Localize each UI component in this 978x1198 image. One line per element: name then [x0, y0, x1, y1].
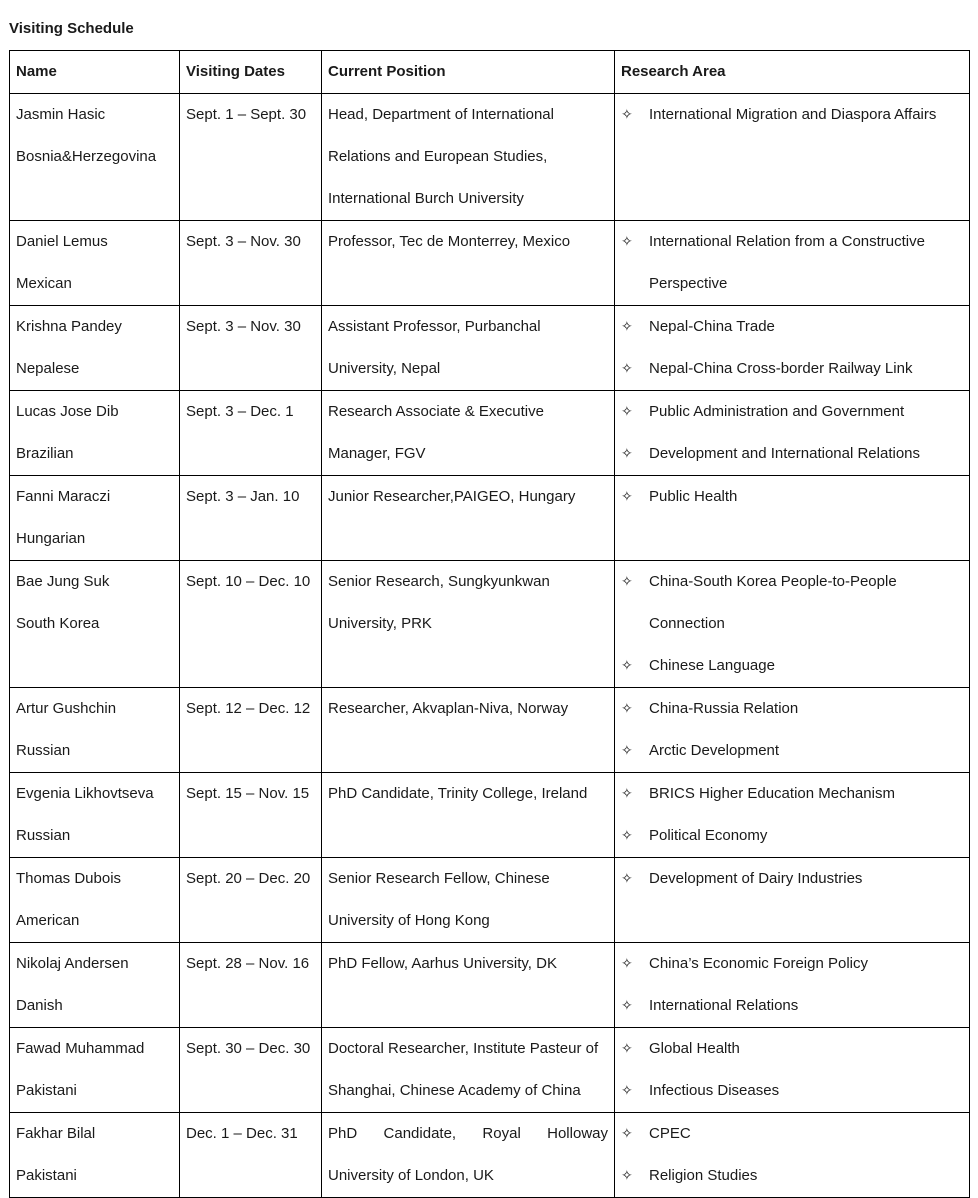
position-line: Researcher, Akvaplan-Niva, Norway: [328, 700, 569, 717]
name-cell: [10, 306, 180, 391]
research-area-cell: [615, 391, 970, 476]
name-cell: [10, 94, 180, 221]
visitor-name: Jasmin Hasic: [16, 106, 106, 123]
research-area-item: [621, 730, 963, 772]
research-area-line: Chinese Language: [649, 657, 775, 674]
visiting-dates-cell: [180, 858, 322, 943]
position-line: Senior Research, Sungkyunkwan: [328, 573, 550, 590]
research-area-line: Connection: [649, 615, 725, 632]
position-line: PhD Candidate, Trinity College, Ireland: [328, 785, 588, 802]
position-cell: [322, 561, 615, 688]
schedule-table: [9, 50, 970, 1198]
visitor-name: Daniel Lemus: [16, 233, 108, 250]
visiting-dates: Sept. 1 – Sept. 30: [186, 106, 307, 123]
four-pointed-star-icon: ✧: [621, 1083, 633, 1099]
research-area-text: [649, 348, 963, 390]
header-research-area: Research Area: [615, 51, 970, 94]
table-row: [10, 94, 970, 221]
research-area-text: [649, 221, 963, 305]
research-area-item: [621, 221, 963, 305]
visiting-dates-cell: [180, 476, 322, 561]
position-line: PhD Fellow, Aarhus University, DK: [328, 955, 557, 972]
research-area-item: [621, 645, 963, 687]
visitor-name: Lucas Jose Dib: [16, 403, 119, 420]
visitor-name: Fanni Maraczi: [16, 488, 111, 505]
research-area-cell: [615, 561, 970, 688]
visitor-name: Bae Jung Suk: [16, 573, 110, 590]
research-area-item: [621, 688, 963, 730]
visiting-dates-cell: [180, 1113, 322, 1198]
name-cell: [10, 943, 180, 1028]
visiting-dates-cell: [180, 943, 322, 1028]
visiting-dates-cell: [180, 94, 322, 221]
research-area-cell: [615, 943, 970, 1028]
position-cell: [322, 1028, 615, 1113]
research-area-line: Global Health: [649, 1040, 740, 1057]
header-visiting-dates: Visiting Dates: [180, 51, 322, 94]
research-area-text: [649, 1113, 963, 1155]
research-area-item: [621, 1070, 963, 1112]
research-area-text: [649, 1155, 963, 1197]
name-cell: [10, 858, 180, 943]
visiting-dates: Sept. 10 – Dec. 10: [186, 573, 311, 590]
research-area-line: Political Economy: [649, 827, 768, 844]
visiting-dates: Sept. 3 – Dec. 1: [186, 403, 294, 420]
research-area-line: International Relations: [649, 997, 799, 1014]
research-area-item: [621, 306, 963, 348]
visitor-name: Thomas Dubois: [16, 870, 122, 887]
visiting-dates: Dec. 1 – Dec. 31: [186, 1125, 298, 1142]
visiting-dates-cell: [180, 221, 322, 306]
research-area-text: [649, 433, 963, 475]
table-row: [10, 476, 970, 561]
four-pointed-star-icon: ✧: [621, 107, 633, 123]
table-row: [10, 306, 970, 391]
four-pointed-star-icon: ✧: [621, 489, 633, 505]
research-area-item: [621, 94, 963, 136]
four-pointed-star-icon: ✧: [621, 361, 633, 377]
table-row: [10, 561, 970, 688]
research-area-text: [649, 858, 963, 900]
name-cell: [10, 773, 180, 858]
position-line: PhD Candidate, Royal Holloway: [328, 1125, 608, 1142]
table-header-row: [10, 51, 970, 94]
research-area-item: [621, 561, 963, 645]
four-pointed-star-icon: ✧: [621, 998, 633, 1014]
visiting-dates-cell: [180, 688, 322, 773]
research-area-line: Arctic Development: [649, 742, 780, 759]
table-row: [10, 1113, 970, 1198]
visiting-dates: Sept. 30 – Dec. 30: [186, 1040, 311, 1057]
name-cell: [10, 1028, 180, 1113]
research-area-line: Religion Studies: [649, 1167, 758, 1184]
name-cell: [10, 476, 180, 561]
research-area-cell: [615, 221, 970, 306]
header-current-position: Current Position: [322, 51, 615, 94]
position-cell: [322, 476, 615, 561]
research-area-line: Development and International Relations: [649, 445, 921, 462]
research-area-text: [649, 773, 963, 815]
visitor-name: Krishna Pandey: [16, 318, 122, 335]
research-area-item: [621, 1155, 963, 1197]
visiting-dates: Sept. 3 – Nov. 30: [186, 318, 301, 335]
research-area-item: [621, 1028, 963, 1070]
position-line: Assistant Professor, Purbanchal: [328, 318, 541, 335]
visitor-nationality: Bosnia&Herzegovina: [16, 148, 157, 165]
position-cell: [322, 221, 615, 306]
research-area-item: [621, 1113, 963, 1155]
position-cell: [322, 391, 615, 476]
visiting-dates: Sept. 20 – Dec. 20: [186, 870, 311, 887]
research-area-item: [621, 858, 963, 900]
visitor-nationality: Pakistani: [16, 1082, 77, 1099]
visitor-nationality: Danish: [16, 997, 63, 1014]
position-line: University, PRK: [328, 615, 432, 632]
research-area-line: Nepal-China Trade: [649, 318, 775, 335]
visitor-nationality: South Korea: [16, 615, 100, 632]
position-cell: [322, 943, 615, 1028]
research-area-text: [649, 94, 963, 136]
research-area-line: Perspective: [649, 275, 728, 292]
research-area-text: [649, 306, 963, 348]
table-row: [10, 688, 970, 773]
four-pointed-star-icon: ✧: [621, 701, 633, 717]
research-area-text: [649, 1028, 963, 1070]
research-area-line: Nepal-China Cross-border Railway Link: [649, 360, 913, 377]
position-line: Research Associate & Executive: [328, 403, 544, 420]
visiting-dates: Sept. 3 – Nov. 30: [186, 233, 301, 250]
research-area-text: [649, 561, 963, 645]
research-area-text: [649, 730, 963, 772]
visiting-dates-cell: [180, 306, 322, 391]
page-title: Visiting Schedule: [9, 20, 134, 37]
four-pointed-star-icon: ✧: [621, 234, 633, 250]
four-pointed-star-icon: ✧: [621, 319, 633, 335]
research-area-line: China-Russia Relation: [649, 700, 799, 717]
research-area-line: BRICS Higher Education Mechanism: [649, 785, 895, 802]
name-cell: [10, 688, 180, 773]
four-pointed-star-icon: ✧: [621, 1168, 633, 1184]
position-line: Doctoral Researcher, Institute Pasteur of: [328, 1040, 599, 1057]
research-area-text: [649, 943, 963, 985]
research-area-line: International Relation from a Constructive: [649, 233, 925, 250]
position-line: Senior Research Fellow, Chinese: [328, 870, 550, 887]
research-area-item: [621, 391, 963, 433]
visitor-nationality: Russian: [16, 827, 71, 844]
visiting-dates-cell: [180, 773, 322, 858]
visitor-nationality: Pakistani: [16, 1167, 77, 1184]
name-cell: [10, 1113, 180, 1198]
research-area-cell: [615, 1028, 970, 1113]
table-row: [10, 221, 970, 306]
position-cell: [322, 688, 615, 773]
four-pointed-star-icon: ✧: [621, 743, 633, 759]
position-line: Professor, Tec de Monterrey, Mexico: [328, 233, 571, 250]
research-area-cell: [615, 858, 970, 943]
four-pointed-star-icon: ✧: [621, 1041, 633, 1057]
visiting-dates: Sept. 15 – Nov. 15: [186, 785, 310, 802]
position-cell: [322, 773, 615, 858]
research-area-item: [621, 943, 963, 985]
visitor-name: Artur Gushchin: [16, 700, 117, 717]
four-pointed-star-icon: ✧: [621, 446, 633, 462]
research-area-cell: [615, 306, 970, 391]
visiting-dates-cell: [180, 391, 322, 476]
research-area-cell: [615, 476, 970, 561]
position-cell: [322, 858, 615, 943]
research-area-text: [649, 815, 963, 857]
four-pointed-star-icon: ✧: [621, 828, 633, 844]
visiting-dates: Sept. 3 – Jan. 10: [186, 488, 300, 505]
research-area-text: [649, 391, 963, 433]
visitor-nationality: Mexican: [16, 275, 72, 292]
research-area-text: [649, 688, 963, 730]
table-row: [10, 391, 970, 476]
research-area-line: Public Administration and Government: [649, 403, 905, 420]
visitor-name: Fawad Muhammad: [16, 1040, 145, 1057]
research-area-cell: [615, 773, 970, 858]
table-row: [10, 773, 970, 858]
research-area-line: Public Health: [649, 488, 738, 505]
position-line: Head, Department of International: [328, 106, 554, 123]
table-row: [10, 1028, 970, 1113]
four-pointed-star-icon: ✧: [621, 786, 633, 802]
visitor-name: Nikolaj Andersen: [16, 955, 129, 972]
position-cell: [322, 306, 615, 391]
research-area-line: Development of Dairy Industries: [649, 870, 863, 887]
four-pointed-star-icon: ✧: [621, 1126, 633, 1142]
four-pointed-star-icon: ✧: [621, 658, 633, 674]
research-area-text: [649, 985, 963, 1027]
research-area-line: Infectious Diseases: [649, 1082, 780, 1099]
four-pointed-star-icon: ✧: [621, 871, 633, 887]
research-area-item: [621, 348, 963, 390]
four-pointed-star-icon: ✧: [621, 956, 633, 972]
visiting-dates: Sept. 28 – Nov. 16: [186, 955, 310, 972]
research-area-item: [621, 985, 963, 1027]
position-line: Shanghai, Chinese Academy of China: [328, 1082, 581, 1099]
research-area-line: China’s Economic Foreign Policy: [649, 955, 868, 972]
research-area-text: [649, 645, 963, 687]
research-area-line: CPEC: [649, 1125, 691, 1142]
name-cell: [10, 391, 180, 476]
research-area-cell: [615, 688, 970, 773]
position-line: Junior Researcher,PAIGEO, Hungary: [328, 488, 576, 505]
name-cell: [10, 561, 180, 688]
name-cell: [10, 221, 180, 306]
visitor-nationality: Hungarian: [16, 530, 86, 547]
visitor-name: Fakhar Bilal: [16, 1125, 96, 1142]
position-line: University of London, UK: [328, 1167, 494, 1184]
visiting-dates: Sept. 12 – Dec. 12: [186, 700, 311, 717]
research-area-cell: [615, 1113, 970, 1198]
position-line: Relations and European Studies,: [328, 148, 548, 165]
table-row: [10, 943, 970, 1028]
research-area-line: International Migration and Diaspora Affairs: [649, 106, 937, 123]
research-area-text: [649, 476, 963, 518]
research-area-item: [621, 815, 963, 857]
visitor-name: Evgenia Likhovtseva: [16, 785, 154, 802]
four-pointed-star-icon: ✧: [621, 574, 633, 590]
visiting-dates-cell: [180, 1028, 322, 1113]
position-line: University of Hong Kong: [328, 912, 490, 929]
position-line: International Burch University: [328, 190, 524, 207]
visitor-nationality: American: [16, 912, 80, 929]
research-area-item: [621, 476, 963, 518]
position-line: Manager, FGV: [328, 445, 426, 462]
visitor-nationality: Nepalese: [16, 360, 80, 377]
research-area-text: [649, 1070, 963, 1112]
table-row: [10, 858, 970, 943]
position-cell: [322, 94, 615, 221]
header-name: Name: [10, 51, 180, 94]
visitor-nationality: Russian: [16, 742, 71, 759]
visitor-nationality: Brazilian: [16, 445, 74, 462]
four-pointed-star-icon: ✧: [621, 404, 633, 420]
research-area-item: [621, 773, 963, 815]
position-line: University, Nepal: [328, 360, 441, 377]
research-area-line: China-South Korea People-to-People: [649, 573, 897, 590]
research-area-cell: [615, 94, 970, 221]
research-area-item: [621, 433, 963, 475]
position-cell: [322, 1113, 615, 1198]
visiting-dates-cell: [180, 561, 322, 688]
